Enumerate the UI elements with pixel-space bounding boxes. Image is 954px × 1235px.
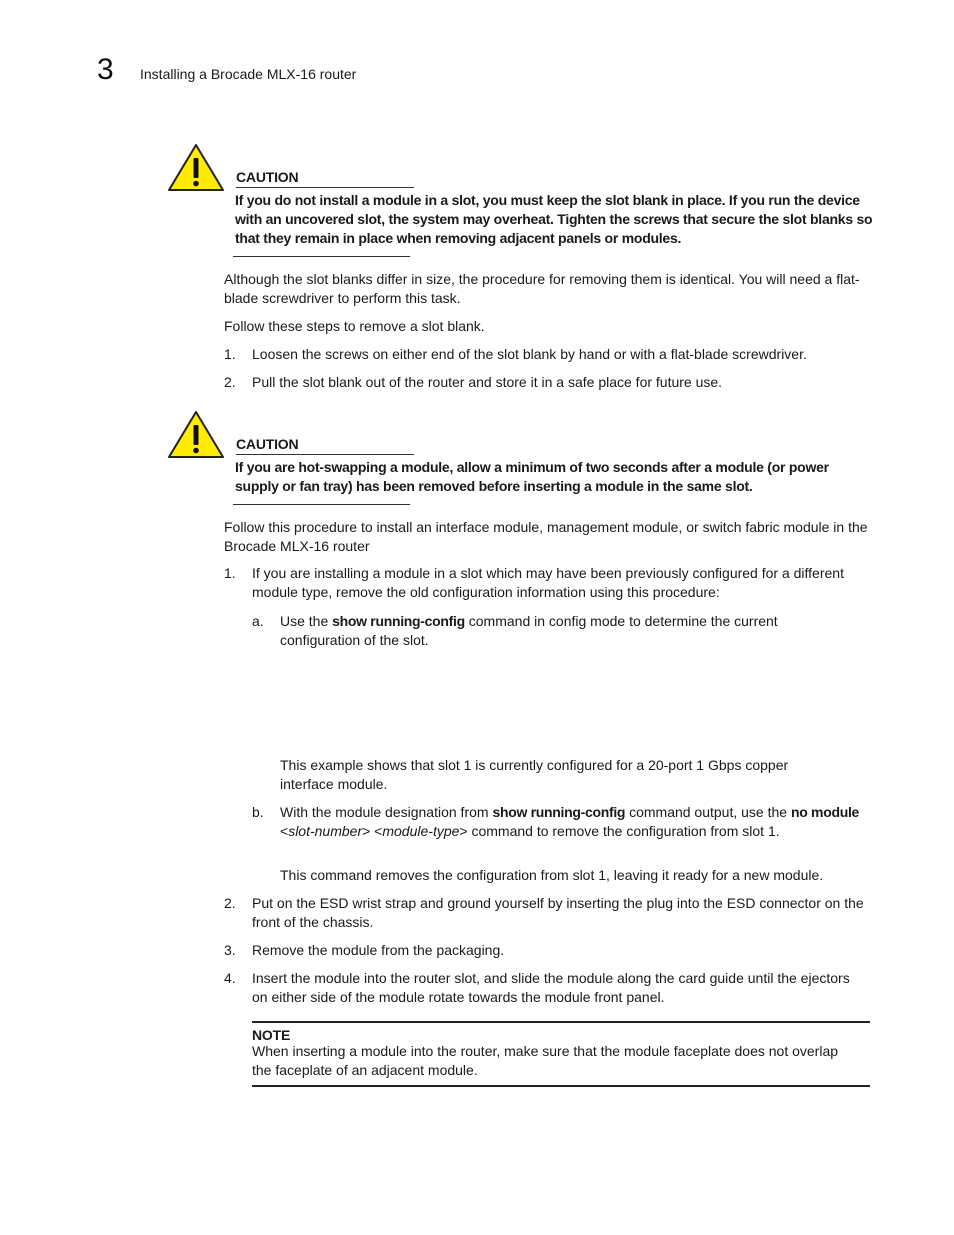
caution-label-rule: [236, 454, 414, 455]
note-top-rule: [252, 1021, 870, 1023]
install-intro-paragraph: Follow this procedure to install an interface module, management module, or switch fabric module in the Brocade MLX-16 router: [224, 519, 868, 554]
substep-letter: b.: [252, 804, 264, 820]
intro-paragraph: Although the slot blanks differ in size, the procedure for removing them is identical. You will need a flat-blade screwdriver to perform this task.: [224, 271, 860, 306]
caution-label: CAUTION: [236, 169, 299, 185]
step-number: 2.: [224, 895, 236, 911]
step-text: Remove the module from the packaging.: [252, 942, 505, 958]
caution-text: If you are hot-swapping a module, allow a minimum of two seconds after a module (or power supply or fan tray) has been removed before inserting a module in the same slot.: [235, 459, 829, 494]
step-text: Put on the ESD wrist strap and ground yourself by inserting the plug into the ESD connector on the front of the chassis.: [252, 895, 864, 930]
chapter-number: 3: [97, 53, 114, 86]
command-result-text: This command removes the configuration from slot 1, leaving it ready for a new module.: [280, 867, 824, 883]
note-label: NOTE: [252, 1027, 291, 1043]
caution-end-rule: [233, 504, 410, 505]
command-text: show running-config: [492, 804, 626, 820]
command-text: show running-config: [332, 613, 465, 629]
caution-text: If you do not install a module in a slot, you must keep the slot blank in place. If you run the device with an uncovered slot, the system may overheat. Tighten the screws that secure the slot blanks so that they remain in place when removing adjacent panels or modules.: [235, 192, 873, 246]
steps-intro-paragraph: Follow these steps to remove a slot blank.: [224, 318, 485, 334]
step-text: Insert the module into the router slot, and slide the module along the card guide until the ejectors on either side of the module rotate towards the module front panel.: [252, 970, 850, 1005]
substep-letter: a.: [252, 613, 264, 629]
step-number: 3.: [224, 942, 236, 958]
step-number: 1.: [224, 565, 236, 581]
step-number: 1.: [224, 346, 236, 362]
step-text: Pull the slot blank out of the router and store it in a safe place for future use.: [252, 374, 723, 390]
step-number: 2.: [224, 374, 236, 390]
caution-label: CAUTION: [236, 436, 299, 452]
note-text: When inserting a module into the router, make sure that the module faceplate does not overlap the faceplate of an adjacent module.: [252, 1043, 839, 1078]
caution-end-rule: [233, 256, 410, 257]
substep-text: Use the show running-config command in config mode to determine the current configuration of the slot.: [280, 613, 778, 648]
step-number: 4.: [224, 970, 236, 986]
step-text: Loosen the screws on either end of the slot blank by hand or with a flat-blade screwdriver.: [252, 346, 807, 362]
warning-triangle-icon: [167, 410, 225, 460]
caution-label-rule: [236, 187, 414, 188]
step-text: If you are installing a module in a slot which may have been previously configured for a different module type, remove the old configuration information using this procedure:: [252, 565, 844, 600]
substep-text: With the module designation from show running-config command output, use the no module <slot-number> <module-type> command to remove the configuration from slot 1.: [280, 804, 860, 839]
command-text: no module: [790, 804, 860, 820]
warning-triangle-icon: [167, 143, 225, 193]
argument-text: slot-number: [288, 823, 363, 839]
argument-text: module-type: [382, 823, 460, 839]
note-bottom-rule: [252, 1085, 870, 1087]
example-explanation: This example shows that slot 1 is currently configured for a 20-port 1 Gbps copper interface module.: [280, 757, 789, 792]
running-header-title: Installing a Brocade MLX-16 router: [140, 66, 357, 82]
